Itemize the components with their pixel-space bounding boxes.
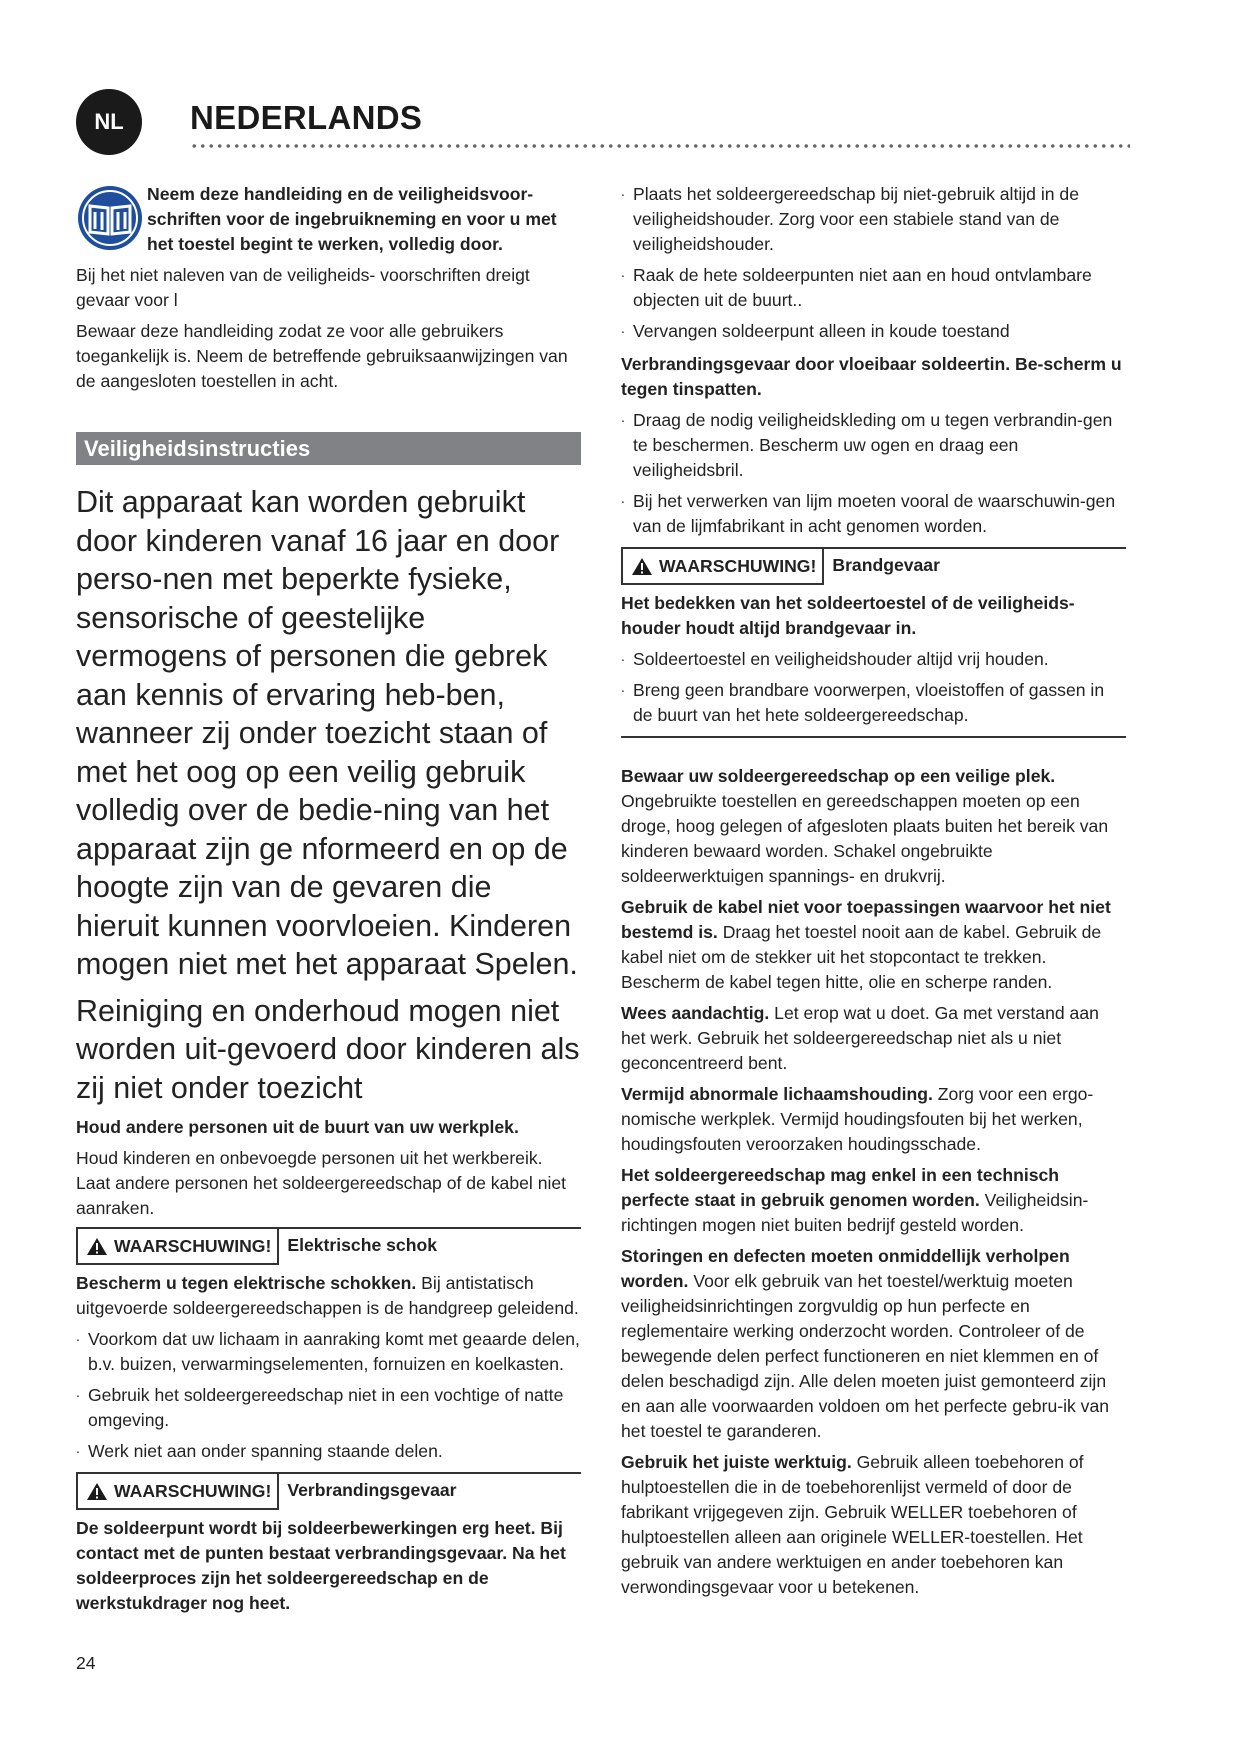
language-badge: NL [76,89,142,155]
list-item: . Draag de nodig veiligheidskleding om u tegen verbrandin-gen te beschermen. Bescherm uw ogen en draag een veiligheidsbril. [621,408,1126,483]
warning-header [621,547,1126,585]
warning-triangle-icon [631,557,653,576]
heading: Houd andere personen uit de buurt van uw werkplek. [76,1117,519,1137]
warning-label: Verbrandingsgevaar [287,1480,457,1500]
paragraph: Bescherm u tegen elektrische schokken. Bij antistatisch uitgevoerde soldeergereedschappen is de handgreep geleidend. [76,1273,579,1318]
paragraph: Het bedekken van het soldeertoestel of de veiligheids-houder houdt altijd brandgevaar in. [621,593,1075,638]
list-item: . Plaats het soldeergereedschap bij niet-gebruik altijd in de veiligheidshouder. Zorg voor een stabiele stand van de veiligheidshouder. [621,182,1126,257]
list-item: . Breng geen brandbare voorwerpen, vloeistoffen of gassen in de buurt van het hete soldeergereedschap. [621,678,1126,728]
large-notice: Dit apparaat kan worden gebruikt door kinderen vanaf 16 jaar en door perso-nen met beperkte fysieke, sensorische of geestelijke vermogens of personen die gebrek aan kennis of ervaring heb-ben, wanneer zij onder toezicht staan of met het oog op een veilig gebruik volledig over de bedie-ning van het apparaat zijn ge nformeerd en op de hoogte zijn van de gevaren die hieruit kunnen voorvloeien. Kinderen mogen niet met het apparaat Spelen. [76,485,578,981]
paragraph: Houd kinderen en onbevoegde personen uit het werkbereik. Laat andere personen het soldeergereedschap of de kabel niet aanraken. [76,1148,567,1218]
manual-book-icon [76,184,144,252]
list-item: . Soldeertoestel en veiligheidshouder altijd vrij houden. [621,647,1126,672]
paragraph: Het soldeergereedschap mag enkel in een technisch perfecte staat in gebruik genomen worden. Veiligheidsin-richtingen mogen niet buiten bedrijf gesteld worden. [621,1165,1089,1235]
list-item: . Voorkom dat uw lichaam in aanraking komt met geaarde delen, b.v. buizen, verwarmingselementen, fornuizen en koelkasten. [76,1327,581,1377]
list-item: . Gebruik het soldeergereedschap niet in een vochtige of natte omgeving. [76,1383,581,1433]
warning-triangle-icon [86,1482,108,1501]
right-column [621,182,1126,1606]
intro-block [76,182,581,257]
heading: Verbrandingsgevaar door vloeibaar soldeertin. Be-scherm u tegen tinspatten. [621,354,1122,399]
paragraph: Storingen en defecten moeten onmiddellijk verholpen worden. Voor elk gebruik van het toestel/werktuig moeten veiligheidsinrichtingen zorgvuldig op hun perfecte en reglementaire werking onderzocht worden. Controleer of de bewegende delen perfect functioneren en niet klemmen en of delen beschadigd zijn. Alle delen moeten juist gemonteerd zijn en aan alle voorwaarden voldoen om het perfecte gebru-ik van het toestel te garanderen. [621,1246,1110,1441]
intro-text: Neem deze handleiding en de veiligheidsvoor-schriften voor de ingebruikneming en voor u met het toestel begint te werken, volledig door. [147,184,557,254]
warning-badge: WAARSCHUWING! [76,1229,279,1265]
list-item: . Raak de hete soldeerpunten niet aan en houd ontvlambare objecten uit de buurt.. [621,263,1126,313]
list-item: . Bij het verwerken van lijm moeten vooral de waarschuwin-gen van de lijmfabrikant in acht genomen worden. [621,489,1126,539]
warning-badge: WAARSCHUWING! [76,1474,279,1510]
dotted-divider [190,143,1130,149]
paragraph: Vermijd abnormale lichaamshouding. Zorg voor een ergo-nomische werkplek. Vermijd houdingsfouten bij het werken, houdingsfouten veroorzaken houdingsschade. [621,1084,1094,1154]
bullet-list [621,647,1126,728]
page-title: NEDERLANDS [190,99,423,136]
warning-header [76,1472,581,1510]
list-item: . Werk niet aan onder spanning staande delen. [76,1439,581,1464]
large-notice: Reiniging en onderhoud mogen niet worden uit-gevoerd door kinderen als zij niet onder toezicht [76,993,580,1105]
paragraph: Wees aandachtig. Let erop wat u doet. Ga met verstand aan het werk. Gebruik het soldeergereedschap niet als u niet geconcentreerd bent. [621,1003,1099,1073]
warning-label: Brandgevaar [832,555,940,575]
section-header: Veiligheidsinstructies [76,432,581,465]
paragraph: Bij het niet naleven van de veiligheids- voorschriften dreigt gevaar voor l [76,265,530,310]
paragraph: Bewaar deze handleiding zodat ze voor alle gebruikers toegankelijk is. Neem de betreffende gebruiksaanwijzingen van de aangesloten toestellen in acht. [76,321,568,391]
warning-header [76,1227,581,1265]
paragraph: Gebruik het juiste werktuig. Gebruik alleen toebehoren of hulptoestellen die in de toebehorenlijst vermeld of door de fabrikant vrijgegeven zijn. Gebruik WELLER toebehoren of hulptoestellen alleen aan originele WELLER-toestellen. Het gebruik van andere werktuigen en ander toebehoren kan verwondingsgevaar voor u betekenen. [621,1452,1084,1597]
left-column [76,182,581,1622]
list-item: . Vervangen soldeerpunt alleen in koude toestand [621,319,1126,344]
paragraph: Bewaar uw soldeergereedschap op een veilige plek. Ongebruikte toestellen en gereedschappen moeten op een droge, hoog gelegen of afgesloten plaats buiten het bereik van kinderen bewaard worden. Schakel ongebruikte soldeerwerktuigen spannings- en drukvrij. [621,766,1109,886]
paragraph: Gebruik de kabel niet voor toepassingen waarvoor het niet bestemd is. Draag het toestel nooit aan de kabel. Gebruik de kabel niet om de stekker uit het stopcontact te trekken. Bescherm de kabel tegen hitte, olie en scherpe randen. [621,897,1111,992]
warning-label: Elektrische schok [287,1235,437,1255]
paragraph: De soldeerpunt wordt bij soldeerbewerkingen erg heet. Bij contact met de punten bestaat verbrandingsgevaar. Na het soldeerproces zijn het soldeergereedschap en de werkstukdrager nog heet. [76,1518,566,1613]
bullet-list [76,1327,581,1464]
warning-badge: WAARSCHUWING! [621,549,824,585]
bullet-list [621,182,1126,344]
bullet-list [621,408,1126,539]
warning-triangle-icon [86,1237,108,1256]
fire-warning-box [621,591,1126,738]
page-number: 24 [76,1653,96,1673]
